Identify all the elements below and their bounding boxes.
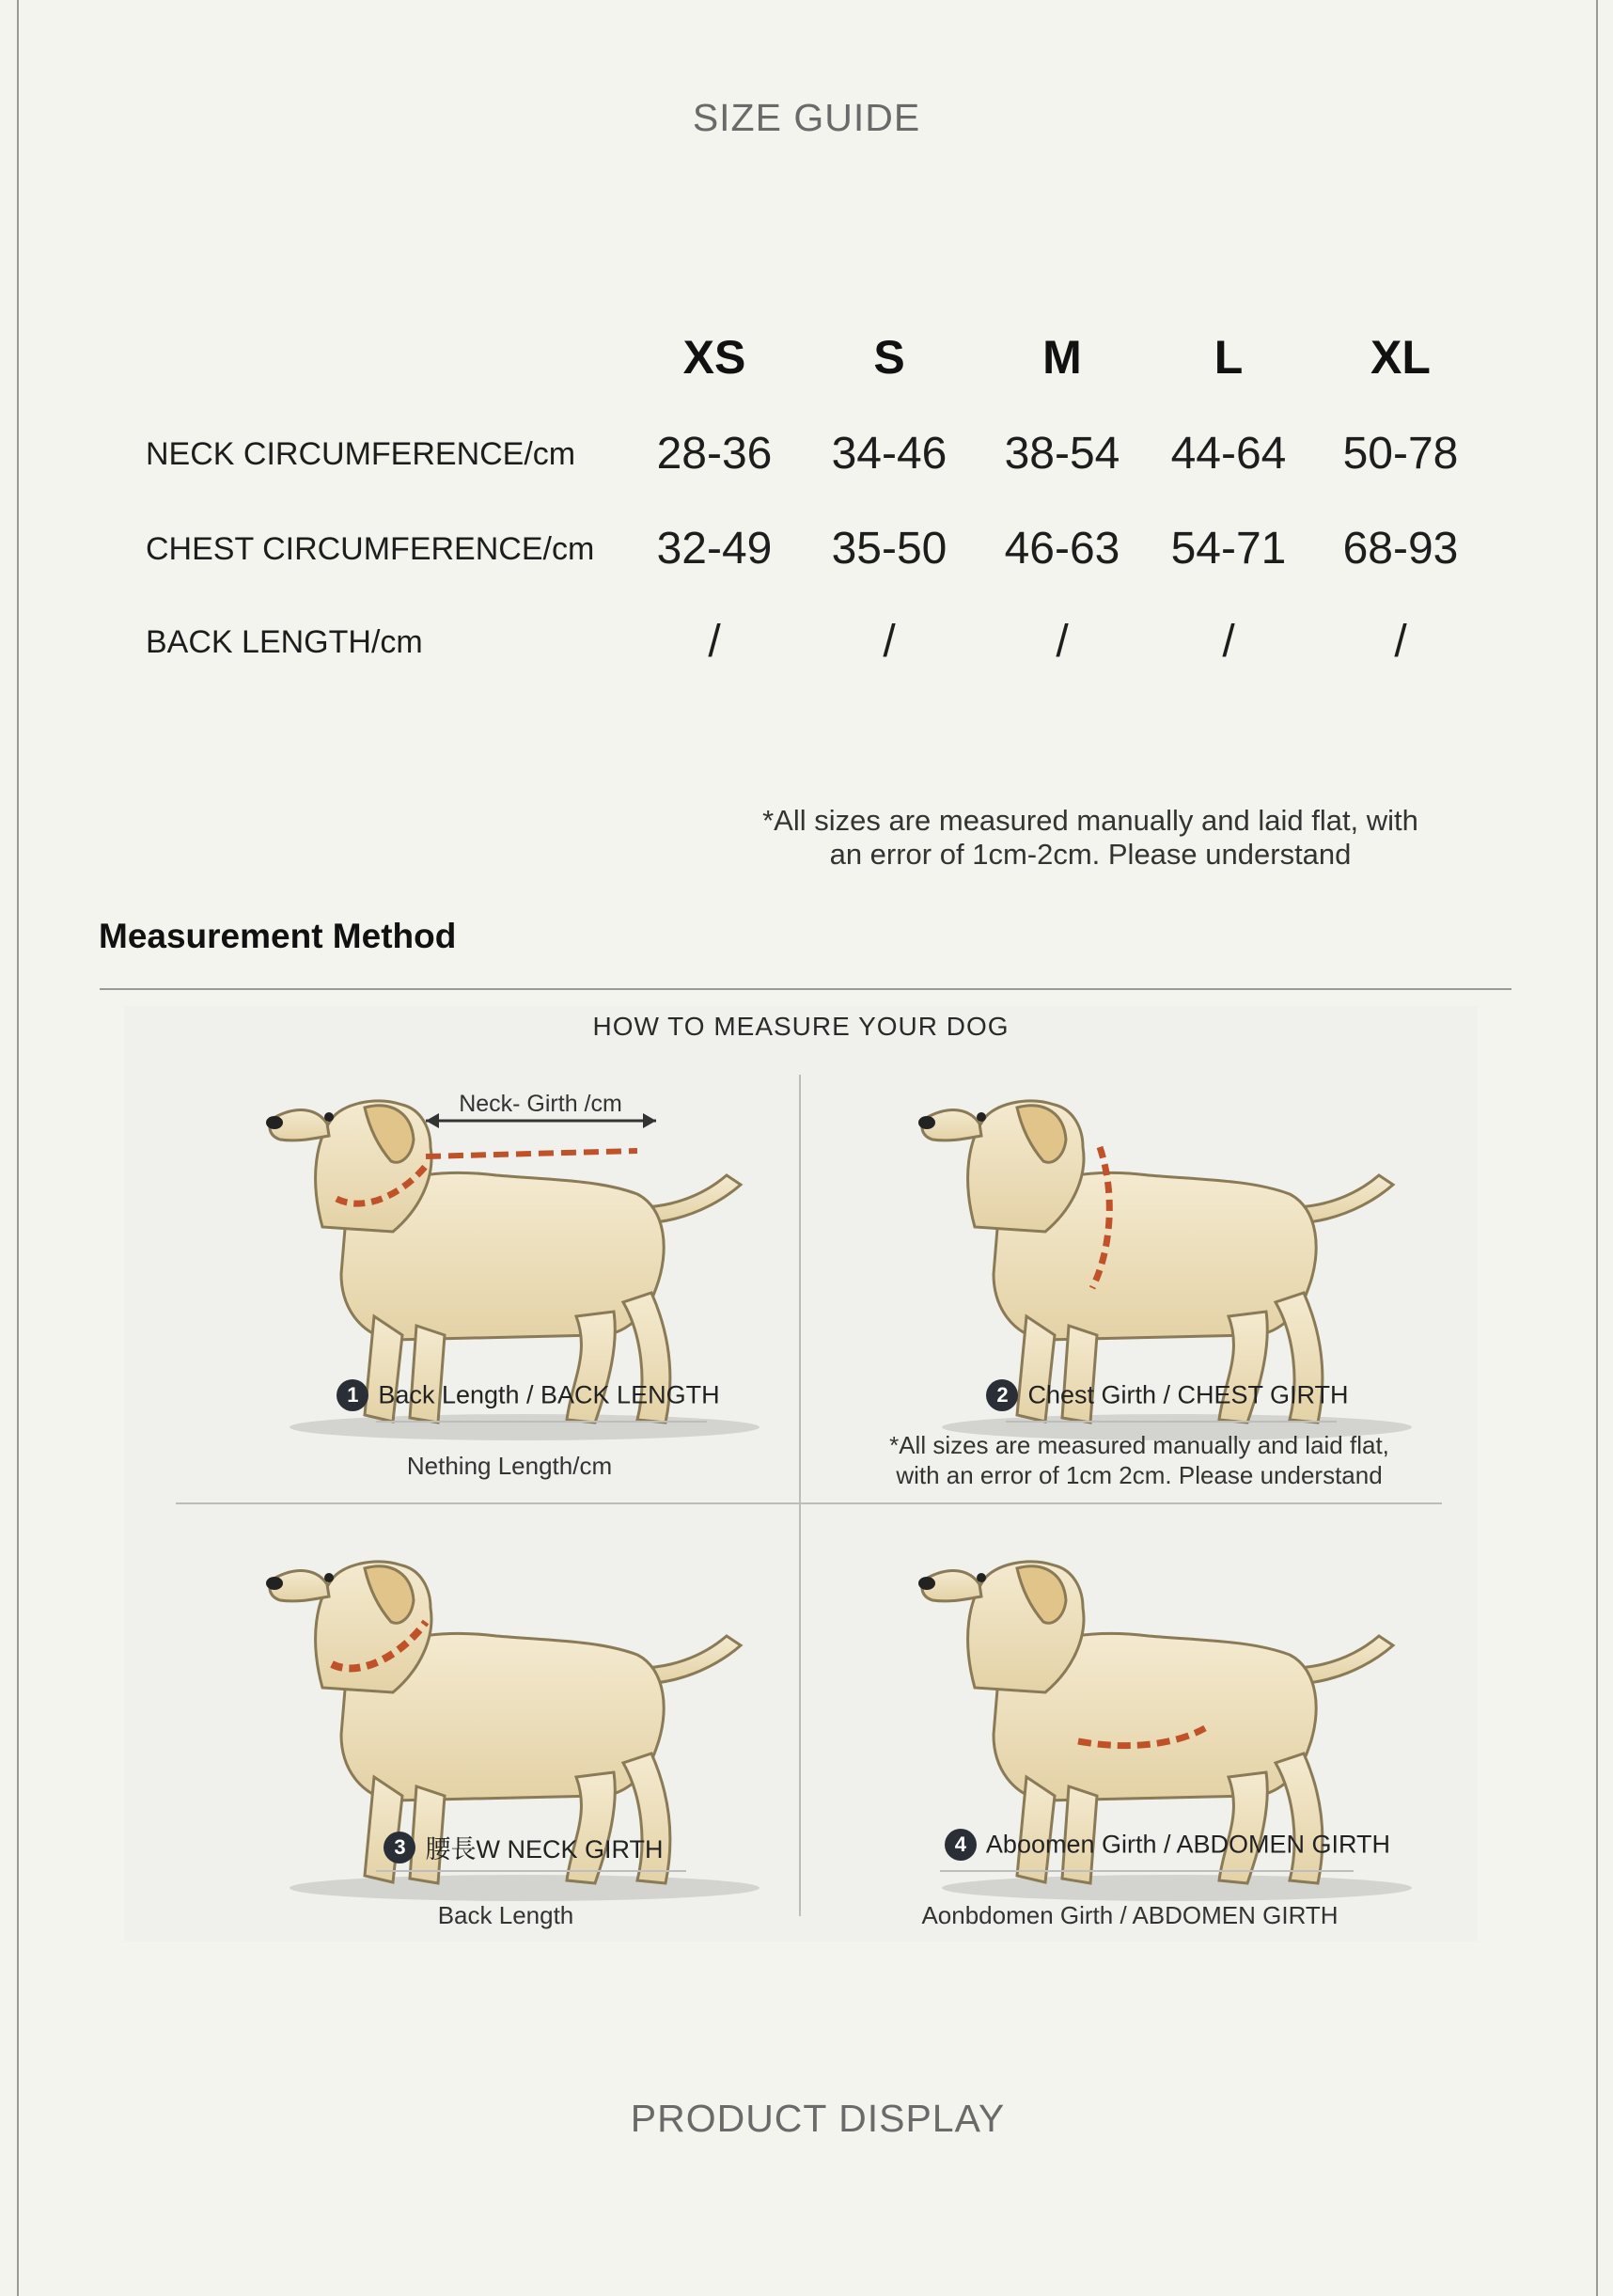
note-line-1: *All sizes are measured manually and laid flat, with (762, 804, 1418, 837)
table-cell: / (708, 617, 721, 667)
section-title: Measurement Method (99, 917, 457, 955)
table-cell: 50-78 (1342, 429, 1459, 479)
measurement-note (677, 804, 1504, 872)
table-row (141, 605, 1476, 680)
row-label-neck: NECK CIRCUMFERENCE/cm (146, 436, 576, 472)
size-header-row (141, 320, 1476, 395)
section-divider (100, 988, 1511, 990)
table-cell: 35-50 (831, 524, 947, 574)
grid-divider-horizontal (176, 1502, 1442, 1504)
table-cell: 34-46 (831, 429, 947, 479)
caption-underline (940, 1870, 1354, 1872)
caption-back-length (237, 1379, 820, 1411)
caption-underline (376, 1421, 707, 1423)
table-row (141, 417, 1476, 492)
step-number-2: 2 (986, 1379, 1018, 1411)
table-cell: / (1056, 617, 1069, 667)
subcaption-note (848, 1430, 1431, 1490)
page-title: SIZE GUIDE (692, 96, 921, 139)
caption-text: Aboomen Girth / ABDOMEN GIRTH (985, 1830, 1391, 1859)
caption-neck-girth (232, 1829, 815, 1865)
step-number-1: 1 (337, 1379, 368, 1411)
size-header-xs: XS (682, 331, 746, 384)
table-cell: / (1394, 617, 1407, 667)
footer-title: PRODUCT DISPLAY (630, 2097, 1006, 2140)
caption-underline (376, 1870, 686, 1872)
size-header-s: S (873, 331, 905, 384)
page-border-right (1596, 0, 1598, 2296)
caption-underline (1006, 1421, 1337, 1423)
caption-chest-girth (876, 1379, 1459, 1411)
table-cell: 46-63 (1004, 524, 1120, 574)
table-cell: 32-49 (656, 524, 773, 574)
grid-divider-vertical (799, 1075, 801, 1916)
subcaption: Nething Length/cm (406, 1452, 613, 1480)
caption-abdomen-girth (876, 1829, 1459, 1861)
caption-text: 腰長W NECK GIRTH (425, 1835, 664, 1864)
table-cell: 38-54 (1004, 429, 1120, 479)
caption-text: Back Length / BACK LENGTH (378, 1380, 720, 1409)
table-cell: 28-36 (656, 429, 773, 479)
step-number-3: 3 (384, 1832, 415, 1864)
size-header-xl: XL (1370, 331, 1431, 384)
subcaption: Back Length (437, 1901, 574, 1929)
table-cell: / (883, 617, 896, 667)
row-label-chest: CHEST CIRCUMFERENCE/cm (146, 531, 595, 567)
subcaption: Aonbdomen Girth / ABDOMEN GIRTH (921, 1901, 1339, 1929)
size-header-l: L (1214, 331, 1244, 384)
table-cell: / (1222, 617, 1235, 667)
row-label-back: BACK LENGTH/cm (146, 624, 423, 660)
arrow-label: Neck- Girth /cm (459, 1091, 622, 1117)
table-row (141, 511, 1476, 587)
table-cell: 44-64 (1170, 429, 1287, 479)
table-cell: 68-93 (1342, 524, 1459, 574)
panel-heading: HOW TO MEASURE YOUR DOG (592, 1012, 1010, 1041)
table-cell: 54-71 (1170, 524, 1287, 574)
subcaption-line: with an error of 1cm 2cm. Please understand (896, 1461, 1383, 1489)
subcaption-line: *All sizes are measured manually and laid flat, (889, 1431, 1389, 1459)
page-border-left (17, 0, 19, 2296)
size-header-m: M (1042, 331, 1082, 384)
caption-text: Chest Girth / CHEST GIRTH (1027, 1380, 1349, 1409)
step-number-4: 4 (945, 1829, 977, 1861)
note-line-2: an error of 1cm-2cm. Please understand (829, 838, 1352, 871)
